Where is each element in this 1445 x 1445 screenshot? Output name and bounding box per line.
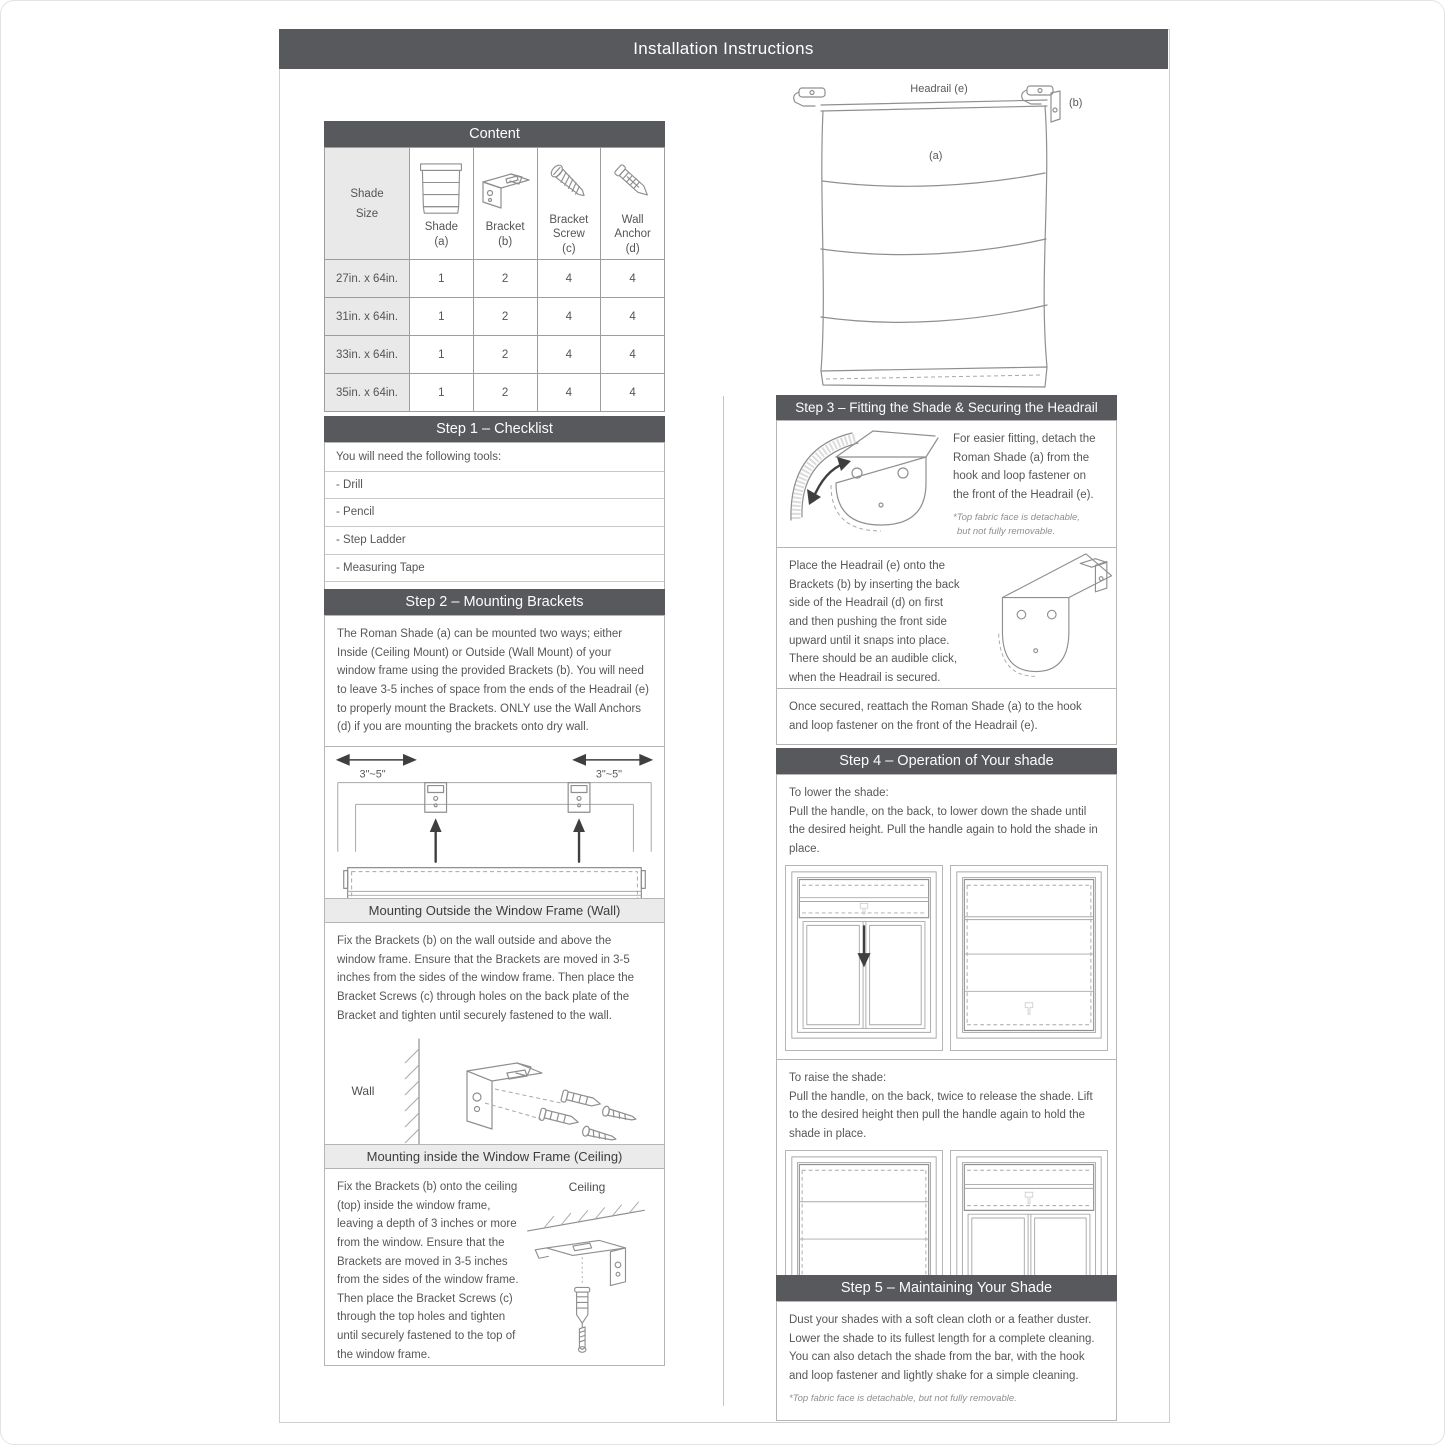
step2-body: The Roman Shade (a) can be mounted two ways; either Inside (Ceiling Mount) or Outside (Wall Mount) of your window frame using the provided Brackets (b). You will need to leave 3-5 inches of space from the ends of the Headrail (e) to properly mount the Brackets. ONLY use the Wall Anchors (d) if you are mounting the brackets onto dry wall. <box>324 615 665 746</box>
step5-section <box>776 1275 1117 1421</box>
step1-checklist <box>324 442 665 610</box>
snap-headrail-diagram <box>974 548 1116 686</box>
step3-part2 <box>776 547 1117 688</box>
wall-mount-section <box>324 898 665 1148</box>
step3-note-line1: *Top fabric face is detachable, <box>953 511 1080 523</box>
ceiling-mount-body: Fix the Brackets (b) onto the ceiling (top) inside the window frame, leaving a depth of 3 inches or more from the window. Ensure that the Brackets are moved in 3-5 inches from the sides of the window frame. Then place the Bracket Screws (c) through the top holes and tighten until securely fastened to the top of the window frame. <box>337 1181 519 1361</box>
step3-part3: Once secured, reattach the Roman Shade (a) to the hook and loop fastener on the front of the Headrail (e). <box>776 688 1117 745</box>
step4-title: Step 4 – Operation of Your shade <box>776 748 1117 774</box>
bracket-left-icon <box>794 88 825 106</box>
lower-diagram-1 <box>785 865 943 1052</box>
table-row: 31in. x 64in. 1 2 4 4 <box>325 298 665 336</box>
headrail-label: Headrail (e) <box>910 83 968 95</box>
wall-mount-diagram <box>389 1033 651 1151</box>
step3-part1 <box>776 420 1117 547</box>
bracket-callout: (b) <box>1069 97 1083 109</box>
step4-raise-body: Pull the handle, on the back, twice to release the shade. Lift to the desired height then pull the handle again to hold the shade in place. <box>789 1090 1093 1140</box>
step1-section <box>324 416 665 610</box>
step3-section <box>776 395 1117 745</box>
column-divider <box>723 396 724 1406</box>
content-table-section <box>324 121 665 412</box>
headrail-figure <box>779 79 1124 391</box>
svg-text:3"~5": 3"~5" <box>595 768 622 781</box>
wall-label: Wall <box>351 1084 375 1099</box>
step5-note: *Top fabric face is detachable, but not fully removable. <box>789 1392 1017 1404</box>
step3-para1: For easier fitting, detach the Roman Shade (a) from the hook and loop fastener on the front of the Headrail (e). <box>953 433 1096 501</box>
column-header-shade: Shade (a) <box>410 148 474 260</box>
ceiling-mount-section <box>324 1144 665 1366</box>
bracket-left <box>425 782 447 812</box>
svg-text:3"~5": 3"~5" <box>359 768 386 781</box>
bracket-icon-small <box>1080 559 1107 592</box>
checklist-item: - Measuring Tape <box>325 554 664 582</box>
step1-title: Step 1 – Checklist <box>324 416 665 442</box>
bracket-right-icon <box>1022 86 1060 122</box>
lower-diagrams <box>777 861 1116 1060</box>
checklist-item: - Step Ladder <box>325 526 664 554</box>
ceiling-mount-diagram <box>522 1199 650 1357</box>
page-title: Installation Instructions <box>279 29 1168 69</box>
shade-callout: (a) <box>929 150 943 162</box>
screw-icon <box>540 151 599 213</box>
wall-mount-title: Mounting Outside the Window Frame (Wall) <box>324 898 665 922</box>
step4-lower-body: Pull the handle, on the back, to lower down the shade until the desired height. Pull the handle again to hold the shade in place. <box>789 805 1098 855</box>
step5-title: Step 5 – Maintaining Your Shade <box>776 1275 1117 1301</box>
step5-body: Dust your shades with a soft clean cloth or a feather duster. Lower the shade to its fullest length for a complete cleaning. You can also detach the shade from the bar, with the hook and loop fastener and lightly shake for a simple cleaning. <box>789 1314 1095 1382</box>
wall-anchor-icon <box>603 151 662 213</box>
ceiling-label: Ceiling <box>568 1180 606 1194</box>
checklist-item: - Pencil <box>325 498 664 526</box>
ceiling-mount-box <box>324 1168 665 1366</box>
table-row: 33in. x 64in. 1 2 4 4 <box>325 336 665 374</box>
step3-para2: Place the Headrail (e) onto the Brackets (b) by inserting the back side of the Headrail (d) on first and then pushing the front side upward until it snaps into place. There should be an audible click, when the Headrail is secured. <box>789 560 960 684</box>
detach-shade-diagram <box>781 423 941 547</box>
ceiling-mount-title: Mounting inside the Window Frame (Ceiling) <box>324 1144 665 1168</box>
bracket-spacing-diagram <box>325 747 664 923</box>
step4-box <box>776 774 1117 1345</box>
step4-raise-heading: To raise the shade: <box>789 1072 887 1085</box>
content-table <box>324 147 665 412</box>
wall-mount-body: Fix the Brackets (b) on the wall outside and above the window frame. Ensure that the Brackets are moved in 3-5 inches from the sides of the window frame. Then place the Bracket Screws (c) through holes on the back plate of the Bracket and tighten until securely fastened to the wall. <box>337 935 635 1022</box>
shade-size-header: Shade Size <box>325 148 410 260</box>
step3-title: Step 3 – Fitting the Shade & Securing the Headrail <box>776 395 1117 420</box>
step4-section <box>776 748 1117 1345</box>
step2-title: Step 2 – Mounting Brackets <box>324 589 665 615</box>
step2-section <box>324 589 665 924</box>
column-header-wall-anchor: Wall Anchor (d) <box>601 148 665 260</box>
shade-icon <box>412 158 471 220</box>
table-row: 27in. x 64in. 1 2 4 4 <box>325 260 665 298</box>
table-row: 35in. x 64in. 1 2 4 4 <box>325 374 665 412</box>
checklist-item: - Drill <box>325 471 664 499</box>
wall-mount-box <box>324 922 665 1148</box>
step4-lower-heading: To lower the shade: <box>789 787 889 799</box>
column-header-bracket-screw: Bracket Screw (c) <box>537 148 601 260</box>
column-header-bracket: Bracket (b) <box>473 148 537 260</box>
step5-box <box>776 1301 1117 1421</box>
bracket-icon <box>476 158 535 220</box>
content-table-title: Content <box>324 121 665 147</box>
checklist-intro: You will need the following tools: <box>336 451 502 463</box>
lower-diagram-2 <box>950 865 1108 1052</box>
step3-note-line2: but not fully removable. <box>957 525 1056 537</box>
bracket-right <box>568 782 590 812</box>
